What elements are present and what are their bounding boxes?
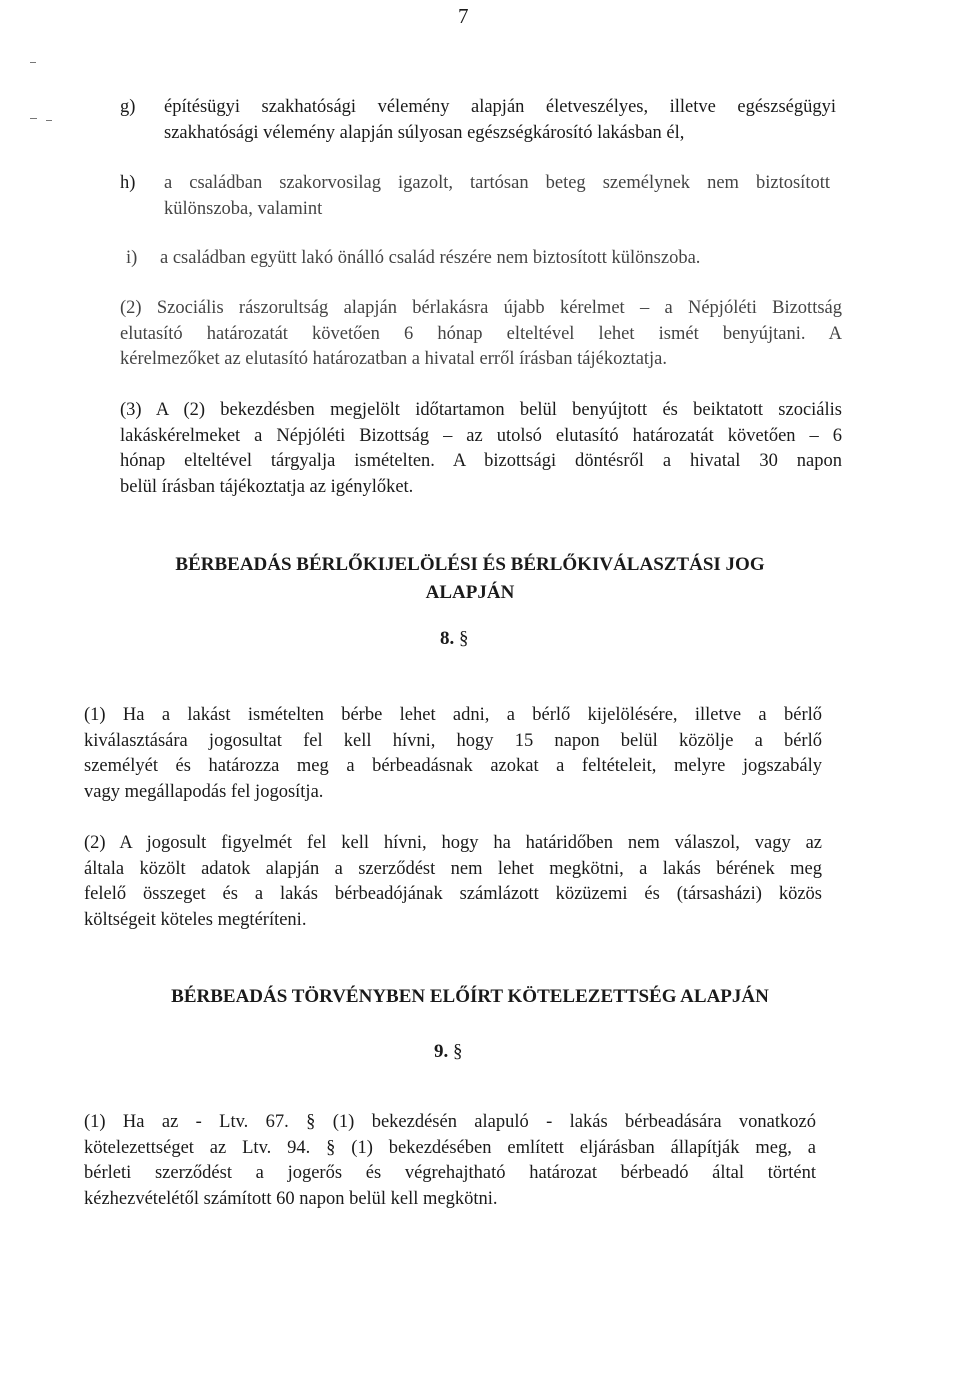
paragraph-line: költségeit köteles megtéríteni. bbox=[84, 909, 307, 930]
paragraph-line: (3) A (2) bekezdésben megjelölt időtartamon belül benyújtott és beiktatott szociális bbox=[120, 400, 842, 420]
item-h-text bbox=[164, 171, 830, 222]
item-h-line: különszoba, valamint bbox=[164, 198, 323, 219]
scan-speck bbox=[30, 118, 37, 119]
paragraph-line: személyét és határozza meg a bérbeadásnak azokat a feltételeit, melyre jogszabály bbox=[84, 756, 822, 776]
paragraph-7-2 bbox=[120, 296, 842, 373]
paragraph-line: (1) Ha az - Ltv. 67. § (1) bekezdésén alapuló - lakás bérbeadására vonatkozó bbox=[84, 1112, 816, 1132]
paragraph-line: (1) Ha a lakást ismételten bérbe lehet adni, a bérlő kijelölésére, illetve a bérlő bbox=[84, 705, 822, 725]
section-number-9 bbox=[434, 1038, 534, 1066]
paragraph-line: hónap elteltével tárgyalja ismételten. A bizottsági döntésről a hivatal 30 napon bbox=[120, 451, 842, 471]
item-i-line: a családban együtt lakó önálló család részére nem biztosított különszoba. bbox=[160, 248, 701, 268]
paragraph-line: bérleti szerződést a jogerős és végrehajtható határozat bérbeadó által történt bbox=[84, 1163, 816, 1183]
paragraph-line: kötelezettséget az Ltv. 94. § (1) bekezdésében említett eljárásban állapítják meg, a bbox=[84, 1137, 816, 1158]
paragraph-8-1 bbox=[84, 703, 822, 805]
paragraph-9-1 bbox=[84, 1110, 816, 1212]
paragraph-line: kiválasztására jogosultat fel kell hívni, hogy 15 napon belül közölje a bérlő bbox=[84, 730, 822, 751]
paragraph-line: lakáskérelmeket a Népjóléti Bizottság – az utolsó elutasító határozatát követően – 6 bbox=[120, 425, 842, 446]
scan-speck bbox=[30, 62, 36, 63]
page-number: 7 bbox=[458, 4, 469, 28]
section-number: 8. bbox=[440, 628, 455, 649]
paragraph-line: belül írásban tájékoztatja az igénylőket. bbox=[120, 476, 414, 497]
paragraph-7-3 bbox=[120, 398, 842, 500]
paragraph-sign: § bbox=[459, 628, 469, 649]
section-heading-line: BÉRBEADÁS BÉRLŐKIJELÖLÉSI ÉS BÉRLŐKIVÁLASZTÁSI JOG bbox=[175, 554, 765, 575]
paragraph-line: elutasító határozatát követően 6 hónap elteltével lehet ismét benyújtani. A bbox=[120, 323, 842, 344]
paragraph-sign: § bbox=[453, 1041, 463, 1062]
section-heading-line: ALAPJÁN bbox=[425, 582, 515, 603]
paragraph-line: vagy megállapodás fel jogosítja. bbox=[84, 781, 324, 802]
item-i-marker: i) bbox=[126, 248, 138, 268]
section-heading-8 bbox=[90, 551, 850, 607]
item-g-line: szakhatósági vélemény alapján súlyosan egészségkárosító lakásban él, bbox=[164, 122, 685, 143]
paragraph-line: kérelmezőket az elutasító határozatban a hivatal erről írásban tájékoztatja. bbox=[120, 349, 668, 369]
item-h-marker: h) bbox=[120, 173, 136, 193]
paragraph-line: felelő összeget és a lakás bérbeadójának számlázott közüzemi és (társasházi) közös bbox=[84, 884, 822, 904]
section-number-8 bbox=[440, 625, 540, 653]
paragraph-line: (2) Szociális rászorultság alapján bérlakásra újabb kérelmet – a Népjóléti Bizottság bbox=[120, 298, 842, 318]
item-g-text bbox=[164, 95, 836, 146]
item-h-line: a családban szakorvosilag igazolt, tartósan beteg személynek nem biztosított bbox=[164, 173, 830, 193]
item-g-line: építésügyi szakhatósági vélemény alapján életveszélyes, illetve egészségügyi bbox=[164, 97, 836, 117]
section-number: 9. bbox=[434, 1041, 449, 1062]
item-g-marker: g) bbox=[120, 97, 136, 117]
paragraph-line: általa közölt adatok alapján a szerződést nem lehet megkötni, a lakás bérének meg bbox=[84, 858, 822, 879]
section-heading-9 bbox=[90, 983, 850, 1011]
paragraph-line: (2) A jogosult figyelmét fel kell hívni, hogy ha határidőben nem válaszol, vagy az bbox=[84, 833, 822, 853]
paragraph-8-2 bbox=[84, 831, 822, 933]
paragraph-line: kézhezvételétől számított 60 napon belül kell megkötni. bbox=[84, 1188, 498, 1209]
item-i-text bbox=[160, 246, 820, 272]
scan-speck bbox=[46, 120, 52, 121]
section-heading-line: BÉRBEADÁS TÖRVÉNYBEN ELŐÍRT KÖTELEZETTSÉG ALAPJÁN bbox=[171, 986, 769, 1007]
